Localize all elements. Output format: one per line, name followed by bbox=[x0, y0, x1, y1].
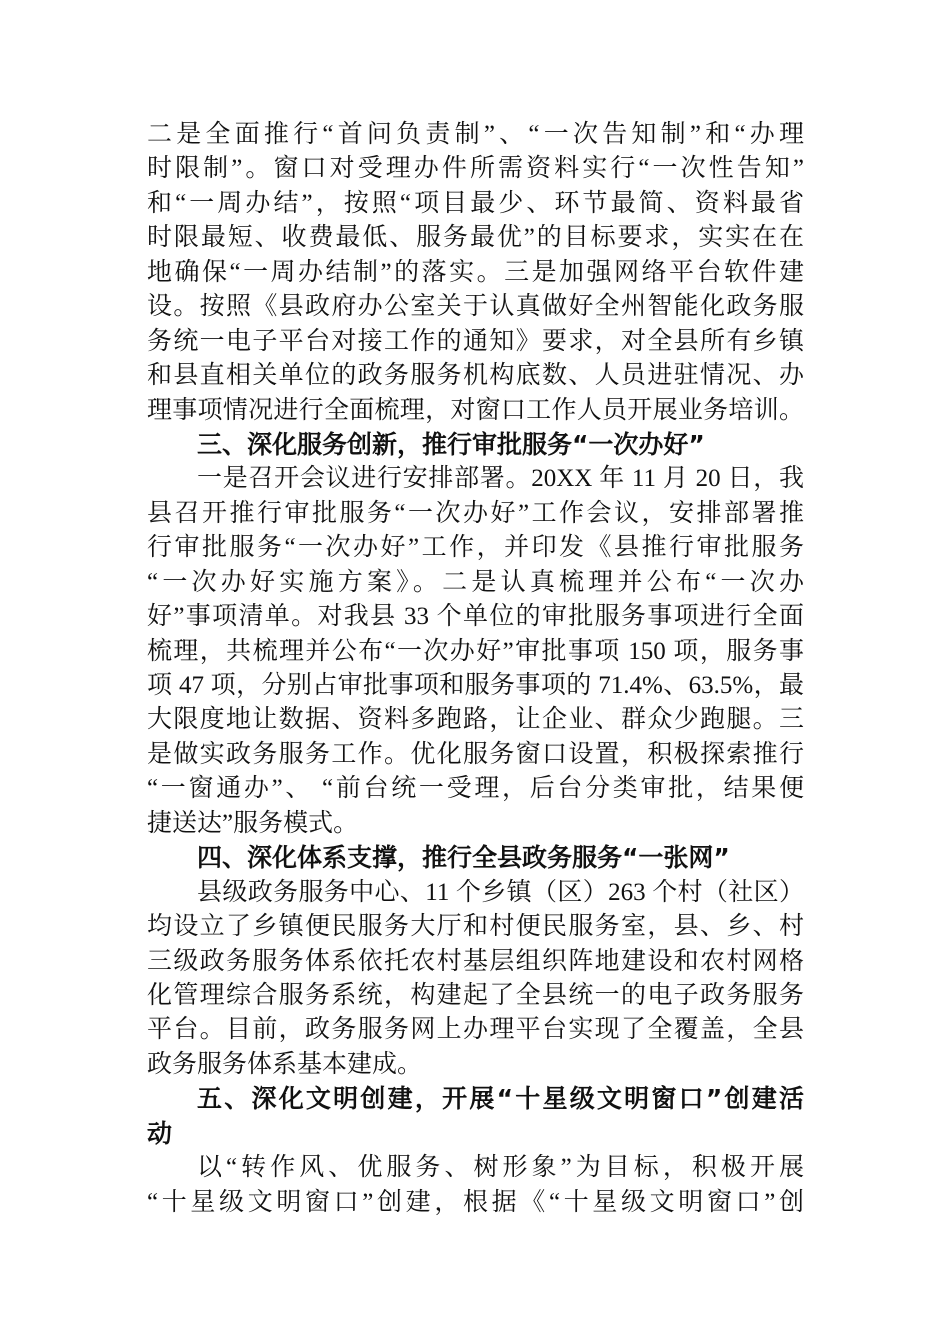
paragraph-line: 三级政务服务体系依托农村基层组织阵地建设和农村网格 bbox=[147, 947, 804, 975]
section-heading-line: 四、深化体系支撑，推行全县政务服务“一张网” bbox=[197, 843, 730, 873]
paragraph-line: 和县直相关单位的政务服务机构底数、人员进驻情况、办 bbox=[147, 362, 804, 390]
paragraph-line: 大限度地让数据、资料多跑路，让企业、群众少跑腿。三 bbox=[147, 706, 804, 734]
paragraph-line: 是做实政务服务工作。优化服务窗口设置，积极探索推行 bbox=[147, 740, 804, 768]
paragraph-line: 政务服务体系基本建成。 bbox=[147, 1050, 423, 1078]
paragraph-line: 捷送达”服务模式。 bbox=[147, 809, 359, 837]
paragraph-line: 均设立了乡镇便民服务大厅和村便民服务室，县、乡、村 bbox=[147, 913, 804, 941]
paragraph-line: 县召开推行审批服务“一次办好”工作会议，安排部署推 bbox=[147, 499, 804, 527]
paragraph-line: 二是全面推行“首问负责制”、“一次告知制”和“办理 bbox=[147, 121, 804, 148]
paragraph-line: 以“转作风、优服务、树形象”为目标，积极开展 bbox=[197, 1154, 804, 1182]
paragraph-line: 务统一电子平台对接工作的通知》要求，对全县所有乡镇 bbox=[147, 327, 804, 355]
paragraph-line: 化管理综合服务系统，构建起了全县统一的电子政务服务 bbox=[147, 981, 804, 1009]
paragraph-line: “十星级文明窗口”创建，根据《“十星级文明窗口”创 bbox=[147, 1188, 804, 1216]
paragraph-line: 平台。目前，政务服务网上办理平台实现了全覆盖，全县 bbox=[147, 1016, 804, 1044]
paragraph-line: 一是召开会议进行安排部署。20XX 年 11 月 20 日，我 bbox=[197, 465, 804, 493]
paragraph-line: 好”事项清单。对我县 33 个单位的审批服务事项进行全面 bbox=[147, 603, 804, 631]
paragraph-line: 梳理，共梳理并公布“一次办好”审批事项 150 项，服务事 bbox=[147, 637, 804, 665]
paragraph-line: 项 47 项，分别占审批事项和服务事项的 71.4%、63.5%，最 bbox=[147, 672, 804, 699]
section-heading-line: 三、深化服务创新，推行审批服务“一次办好” bbox=[197, 429, 705, 459]
paragraph-line: 和“一周办结”，按照“项目最少、环节最简、资料最省 bbox=[147, 189, 804, 217]
paragraph-line: 设。按照《县政府办公室关于认真做好全州智能化政务服 bbox=[147, 293, 804, 321]
paragraph-line: 时限最短、收费最低、服务最优”的目标要求，实实在在 bbox=[147, 224, 804, 252]
section-heading-line: 五、深化文明创建，开展“十星级文明窗口”创建活 bbox=[197, 1084, 804, 1114]
paragraph-line: 行审批服务“一次办好”工作，并印发《县推行审批服务 bbox=[147, 534, 804, 562]
paragraph-line: 时限制”。窗口对受理办件所需资料实行“一次性告知” bbox=[147, 155, 804, 183]
document-page bbox=[147, 118, 804, 1220]
paragraph-line: 理事项情况进行全面梳理，对窗口工作人员开展业务培训。 bbox=[147, 396, 804, 424]
paragraph-line: 地确保“一周办结制”的落实。三是加强网络平台软件建 bbox=[147, 258, 804, 286]
section-heading-line: 动 bbox=[147, 1118, 173, 1148]
paragraph-line: “一次办好实施方案》。二是认真梳理并公布“一次办 bbox=[147, 568, 804, 596]
paragraph-line: 县级政务服务中心、11 个乡镇（区）263 个村（社区） bbox=[197, 878, 804, 906]
paragraph-line: “一窗通办”、 “前台统一受理，后台分类审批，结果便 bbox=[147, 775, 804, 803]
